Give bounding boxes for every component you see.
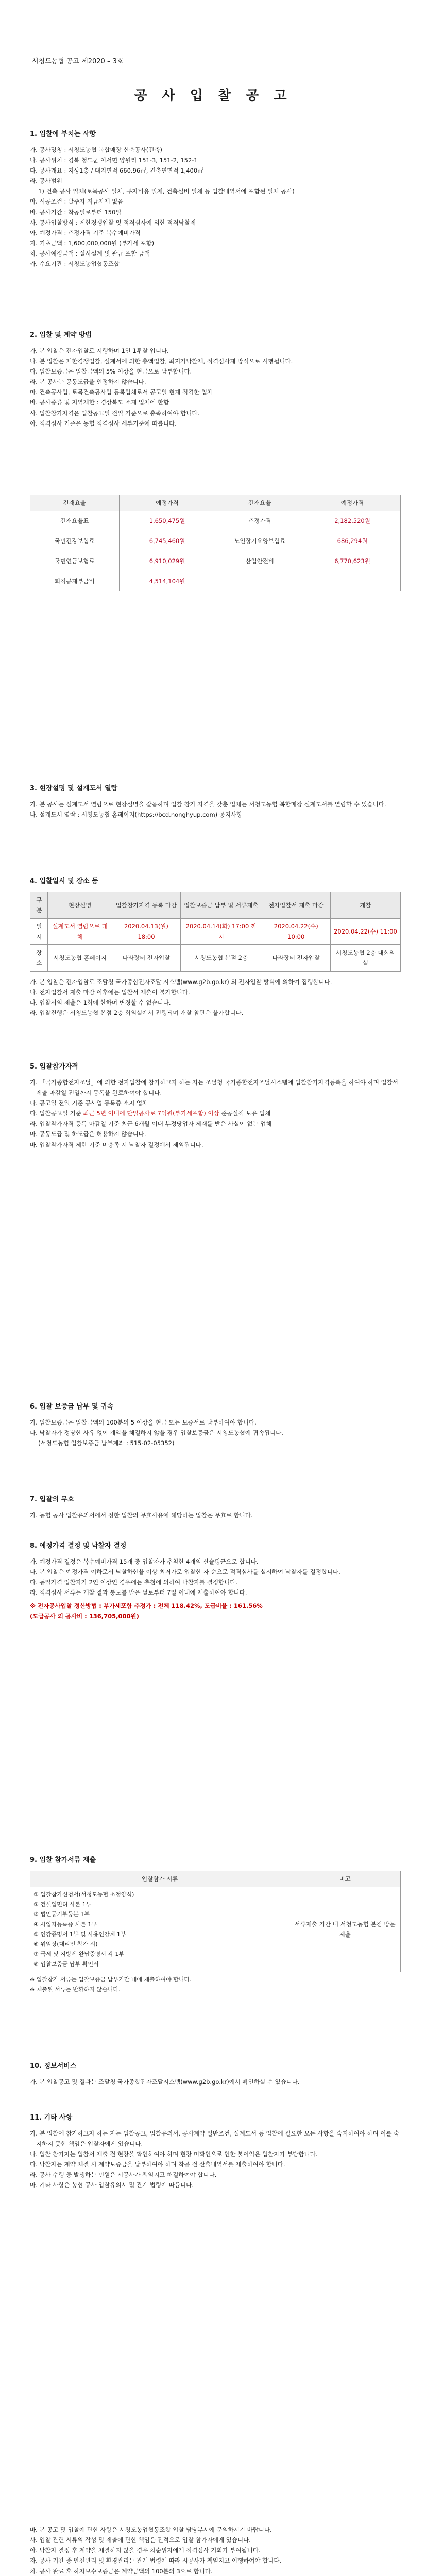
list-item: 나. 공고일 전일 기준 공사업 등록증 소지 업체: [30, 1099, 148, 1107]
table-row: [30, 919, 401, 945]
list-item: 가. 본 입찰은 전자입찰로 조달청 국가종합전자조달 시스템(www.g2b.go.kr) 의 전자입찰 방식에 의하여 집행합니다.: [30, 978, 332, 986]
table-cell: 건재요율표: [30, 511, 120, 531]
list-item: ② 건설업면허 사본 1부: [33, 1901, 92, 1908]
section-6: [30, 1401, 401, 1448]
table-row: [30, 531, 401, 551]
section-3: [30, 783, 401, 820]
table-cell: 국민연금보험료: [30, 551, 120, 571]
section-10: [30, 2061, 401, 2087]
list-item: 다. 낙찰자는 계약 체결 시 계약보증금을 납부하여야 하며 착공 전 산출내역서를 제출하여야 합니다.: [30, 2161, 285, 2168]
table-header: 입찰참가자격 등록 마감: [112, 892, 180, 918]
section-heading: 8. 예정가격 결정 및 낙찰자 결정: [30, 1542, 127, 1550]
list-item: 바. 입찰참가자격 제한 기준 미충족 시 낙찰자 결정에서 제외됩니다.: [30, 1141, 203, 1148]
table-cell: 나라장터 전자입찰: [262, 945, 330, 971]
footnote: ※ 입찰참가 서류는 입찰보증금 납부기간 내에 제출하여야 합니다.: [30, 1976, 192, 1983]
list-item: 가. 본 입찰은 전자입찰로 시행하며 1인 1투찰 입니다.: [30, 347, 169, 354]
list-item: 가. 본 공사는 설계도서 열람으로 현장설명을 갈음하며 입찰 참가 자격을 갖춘 업체는 서청도농협 복합매장 설계도서를 열람할 수 있습니다.: [30, 800, 386, 808]
table-header: 입찰참가 서류: [30, 1871, 289, 1887]
list-item: 다. 입찰보증금은 입찰금액의 5% 이상을 현금으로 납부합니다.: [30, 368, 192, 375]
rate-note: ※ 전자공사입찰 정산방법 : 부가세포함 추정가 : 전체 118.42%, 도급비율 : 161.56%: [30, 1602, 263, 1610]
table-cell: 6,910,029원: [119, 551, 215, 571]
list-item: ① 입찰참가신청서(서청도농협 소정양식): [33, 1891, 134, 1898]
list-item: 가. 「국가종합전자조달」에 의한 전자입찰에 참가하고자 하는 자는 조달청 국가종합전자조달시스템에 입찰참가자격등록을 하여야 하며 입찰서 제출 마감일 전일까지 등록을 완료하여야 합니다.: [30, 1078, 398, 1096]
list-item: 사. 공사입찰방식 : 제한경쟁입찰 및 적격심사에 의한 적격낙찰제: [30, 218, 196, 226]
table-header-row: [30, 495, 401, 511]
schedule-table: [30, 892, 401, 972]
list-item: 나. 입찰 참가자는 입찰서 제출 전 현장을 확인하여야 하며 현장 미확인으로 인한 불이익은 입찰자가 부담합니다.: [30, 2150, 318, 2158]
list-item: 바. 공사종류 및 지역제한 : 경상북도 소재 업체에 한함: [30, 399, 169, 406]
section-heading: 10. 정보서비스: [30, 2062, 77, 2070]
account-info: (서청도농협 입찰보증금 납부계좌 : 515-02-05352): [38, 1439, 175, 1447]
list-item: ⑥ 위임장(대리인 참가 시): [33, 1941, 98, 1948]
section-heading: 4. 입찰일시 및 장소 등: [30, 877, 98, 885]
table-cell: 2020.04.13(월) 18:00: [112, 919, 180, 945]
section-heading: 9. 입찰 참가서류 제출: [30, 1856, 96, 1864]
table-cell: 2020.04.14(화) 17:00 까지: [181, 919, 262, 945]
footnote: ※ 제출된 서류는 반환하지 않습니다.: [30, 1986, 121, 1993]
list-item: 가. 본 입찰에 참가하고자 하는 자는 입찰공고, 입찰유의서, 공사계약 일반조건, 설계도서 등 입찰에 필요한 모든 사항을 숙지하여야 하며 이를 숙지하지 못한 책임은 입찰자에게 있습니다.: [30, 2129, 400, 2147]
section-heading: 11. 기타 사항: [30, 2114, 73, 2122]
table-cell: 노인장기요양보험료: [215, 531, 304, 551]
list-item: 마. 시공조건 : 발주자 지급자재 없음: [30, 198, 124, 206]
section-9: [30, 1855, 401, 1994]
list-item: ⑦ 국세 및 지방세 완납증명서 각 1부: [33, 1951, 124, 1958]
list-item: ④ 사업자등록증 사본 1부: [33, 1921, 97, 1928]
table-row: [30, 945, 401, 971]
table-cell: 1,650,475원: [119, 511, 215, 531]
section-heading: 2. 입찰 및 계약 방법: [30, 331, 92, 339]
list-item: ⑤ 인감증명서 1부 및 사용인감계 1부: [33, 1930, 126, 1938]
list-item: 아. 적격심사 기준은 농협 적격심사 세부기준에 따릅니다.: [30, 419, 177, 427]
section-heading: 5. 입찰참가자격: [30, 1063, 78, 1071]
section-heading: 7. 입찰의 무효: [30, 1496, 74, 1503]
list-item: 가. 본 입찰공고 및 결과는 조달청 국가종합전자조달시스템(www.g2b.go.kr)에서 확인하실 수 있습니다.: [30, 2078, 300, 2086]
rate-note-detail: (도급공사 외 공사비 : 136,705,000원): [30, 1613, 139, 1620]
list-item: 라. 공사 수행 중 발생하는 민원은 시공사가 책임지고 해결하여야 합니다.: [30, 2171, 217, 2179]
table-header: 건재요율: [215, 495, 304, 511]
list-item: 나. 본 입찰은 예정가격 이하로서 낙찰하한율 이상 최저가로 입찰한 자 순으로 적격심사를 실시하여 낙찰자를 결정합니다.: [30, 1568, 340, 1575]
table-header: 현장설명: [48, 892, 112, 918]
table-cell: 국민건강보험료: [30, 531, 120, 551]
table-header: 건재요율: [30, 495, 120, 511]
list-item: 다. 입찰공고일 기준 최근 5년 이내에 단일공사로 7억원(부가세포함) 이상 준공실적 보유 업체: [30, 1110, 271, 1117]
list-item: 아. 낙찰자 결정 후 계약을 체결하지 않을 경우 차순위자에게 적격심사 기회가 부여됩니다.: [30, 2547, 261, 2554]
table-cell: 서류제출 기간 내 서청도농협 본점 방문 제출: [289, 1887, 401, 1972]
table-cell: 2020.04.22(수) 11:00: [330, 919, 400, 945]
table-header: 구분: [30, 892, 48, 918]
table-row: [30, 571, 401, 591]
list-item: 라. 적격심사 서류는 개찰 결과 통보를 받은 날로부터 7일 이내에 제출하여야 합니다.: [30, 1589, 247, 1597]
table-cell: 나라장터 전자입찰: [112, 945, 180, 971]
list-item: 나. 낙찰자가 정당한 사유 없이 계약을 체결하지 않을 경우 입찰보증금은 서청도농협에 귀속됩니다.: [30, 1429, 283, 1436]
table-cell: 추정가격: [215, 511, 304, 531]
table-cell: [30, 1887, 289, 1972]
table-header: 입찰보증금 납부 및 서류제출: [181, 892, 262, 918]
list-item: 나. 전자입찰서 제출 마감 이후에는 입찰서 제출이 불가합니다.: [30, 988, 190, 996]
table-cell: 2,182,520원: [304, 511, 401, 531]
list-item: 사. 입찰 관련 서류의 작성 및 제출에 관한 책임은 전적으로 입찰 참가자에게 있습니다.: [30, 2536, 251, 2544]
list-item: 라. 입찰진행은 서청도농협 본점 2층 회의실에서 진행되며 개찰 참관은 불가합니다.: [30, 1009, 244, 1016]
section-4: [30, 876, 401, 1018]
table-row: [30, 551, 401, 571]
list-item: 바. 본 공고 및 입찰에 관한 사항은 서청도농업협동조합 입찰 담당부서에 문의하시기 바랍니다.: [30, 2526, 272, 2533]
table-cell: 6,745,460원: [119, 531, 215, 551]
list-item: 나. 본 입찰은 제한경쟁입찰, 설계서에 의한 총액입찰, 최저가낙찰제, 적격심사제 방식으로 시행됩니다.: [30, 357, 293, 365]
table-cell: [304, 571, 401, 591]
list-item: 가. 예정가격 결정은 복수예비가격 15개 중 입찰자가 추첨한 4개의 산술평균으로 합니다.: [30, 1557, 259, 1565]
list-item: 가. 농협 공사 입찰유의서에서 정한 입찰의 무효사유에 해당하는 입찰은 무효로 합니다.: [30, 1511, 253, 1519]
table-row: [30, 1887, 401, 1972]
table-cell: 서청도농협 홈페이지: [48, 945, 112, 971]
list-item: 라. 공사범위: [30, 177, 62, 185]
list-item: 마. 공동도급 및 하도급은 허용하지 않습니다.: [30, 1130, 146, 1138]
table-header-row: [30, 1871, 401, 1887]
section-heading: 6. 입찰 보증금 납부 및 귀속: [30, 1403, 114, 1411]
table-header: 비고: [289, 1871, 401, 1887]
table-cell: 일시: [30, 919, 48, 945]
list-item: 차. 공사 완료 후 하자보수보증금은 계약금액의 100분의 3으로 합니다.: [30, 2567, 213, 2575]
table-header: 전자입찰서 제출 마감: [262, 892, 330, 918]
list-item: 마. 건축공사업, 토목건축공사업 등록업체로서 공고일 현재 적격한 업체: [30, 388, 213, 396]
section-1: [30, 129, 401, 269]
documents-table: [30, 1871, 401, 1972]
document-number: 서청도농협 공고 제2020 – 3호: [32, 58, 124, 65]
table-cell: 4,514,104원: [119, 571, 215, 591]
cost-table: [30, 495, 401, 591]
highlight-text: 최근 5년 이내에 단일공사로 7억원(부가세포함) 이상: [83, 1110, 219, 1117]
list-item: 나. 설계도서 열람 : 서청도농협 홈페이지(https://bcd.nonghyup.com) 공지사항: [30, 810, 243, 818]
section-11-continued: [30, 2524, 401, 2576]
list-item: 가. 입찰보증금은 입찰금액의 100분의 5 이상을 현금 또는 보증서로 납부하여야 합니다.: [30, 1418, 257, 1426]
list-item: 라. 본 공사는 공동도급을 인정하지 않습니다.: [30, 378, 146, 386]
section-5: [30, 1061, 401, 1150]
list-item: 나. 공사위치 : 경북 청도군 이서면 양원리 151-3, 151-2, 152-1: [30, 156, 198, 164]
list-item: 1) 건축 공사 일체(토목공사 일체, 투자비용 일체, 건축설비 일체 등 입찰내역서에 포함된 일체 공사): [38, 188, 295, 195]
list-item: 자. 공사 기간 중 안전관리 및 환경관리는 관계 법령에 따라 시공사가 책임지고 이행하여야 합니다.: [30, 2557, 282, 2565]
list-item: 사. 입찰참가자격은 입찰공고일 전일 기준으로 충족하여야 합니다.: [30, 409, 200, 417]
list-item: ⑧ 입찰보증금 납부 확인서: [33, 1960, 99, 1968]
table-cell: 장소: [30, 945, 48, 971]
table-header: 개찰: [330, 892, 400, 918]
cost-table-block: [30, 495, 401, 591]
table-row: [30, 511, 401, 531]
table-cell: 서청도농협 본점 2층: [181, 945, 262, 971]
list-item: 자. 기초금액 : 1,600,000,000원 (부가세 포함): [30, 239, 155, 247]
list-item: 바. 공사기간 : 착공일로부터 150일: [30, 208, 122, 216]
table-cell: 설계도서 열람으로 대체: [48, 919, 112, 945]
list-item: 다. 동일가격 입찰자가 2인 이상인 경우에는 추첨에 의하여 낙찰자를 결정합니다.: [30, 1579, 238, 1586]
table-cell: 686,294원: [304, 531, 401, 551]
list-item: 가. 공사명칭 : 서청도농협 복합매장 신축공사(건축): [30, 146, 162, 154]
table-cell: 2020.04.22(수) 10:00: [262, 919, 330, 945]
section-heading: 1. 입찰에 부치는 사항: [30, 130, 96, 138]
table-cell: 퇴직공제부금비: [30, 571, 120, 591]
section-7: [30, 1494, 401, 1520]
list-item: 차. 공사예정금액 : 실시설계 및 관급 포함 금액: [30, 250, 150, 257]
section-11: [30, 2112, 401, 2191]
table-cell: [215, 571, 304, 591]
list-item: 카. 수요기관 : 서청도농업협동조합: [30, 260, 120, 268]
table-header: 예정가격: [119, 495, 215, 511]
list-item: 다. 공사개요 : 지상1층 / 대지면적 660.96㎡, 건축연면적 1,400㎡: [30, 167, 203, 174]
list-item: 라. 입찰참가자격 등록 마감일 기준 최근 6개월 이내 부정당업자 제재를 받은 사실이 없는 업체: [30, 1120, 272, 1128]
table-header-row: [30, 892, 401, 918]
table-cell: 산업안전비: [215, 551, 304, 571]
page-title: 공 사 입 찰 공 고: [134, 88, 292, 104]
table-header: 예정가격: [304, 495, 401, 511]
section-2: [30, 330, 401, 429]
list-item: 아. 예정가격 : 추정가격 기준 복수예비가격: [30, 229, 141, 236]
table-cell: 서청도농협 2층 대회의실: [330, 945, 400, 971]
list-item: ③ 법인등기부등본 1부: [33, 1911, 90, 1918]
list-item: 다. 입찰서의 제출은 1회에 한하며 변경할 수 없습니다.: [30, 998, 171, 1006]
list-item: 마. 기타 사항은 농협 공사 입찰유의서 및 관계 법령에 따릅니다.: [30, 2181, 194, 2189]
section-heading: 3. 현장설명 및 설계도서 열람: [30, 785, 118, 792]
table-cell: 6,770,623원: [304, 551, 401, 571]
section-8: [30, 1540, 401, 1622]
